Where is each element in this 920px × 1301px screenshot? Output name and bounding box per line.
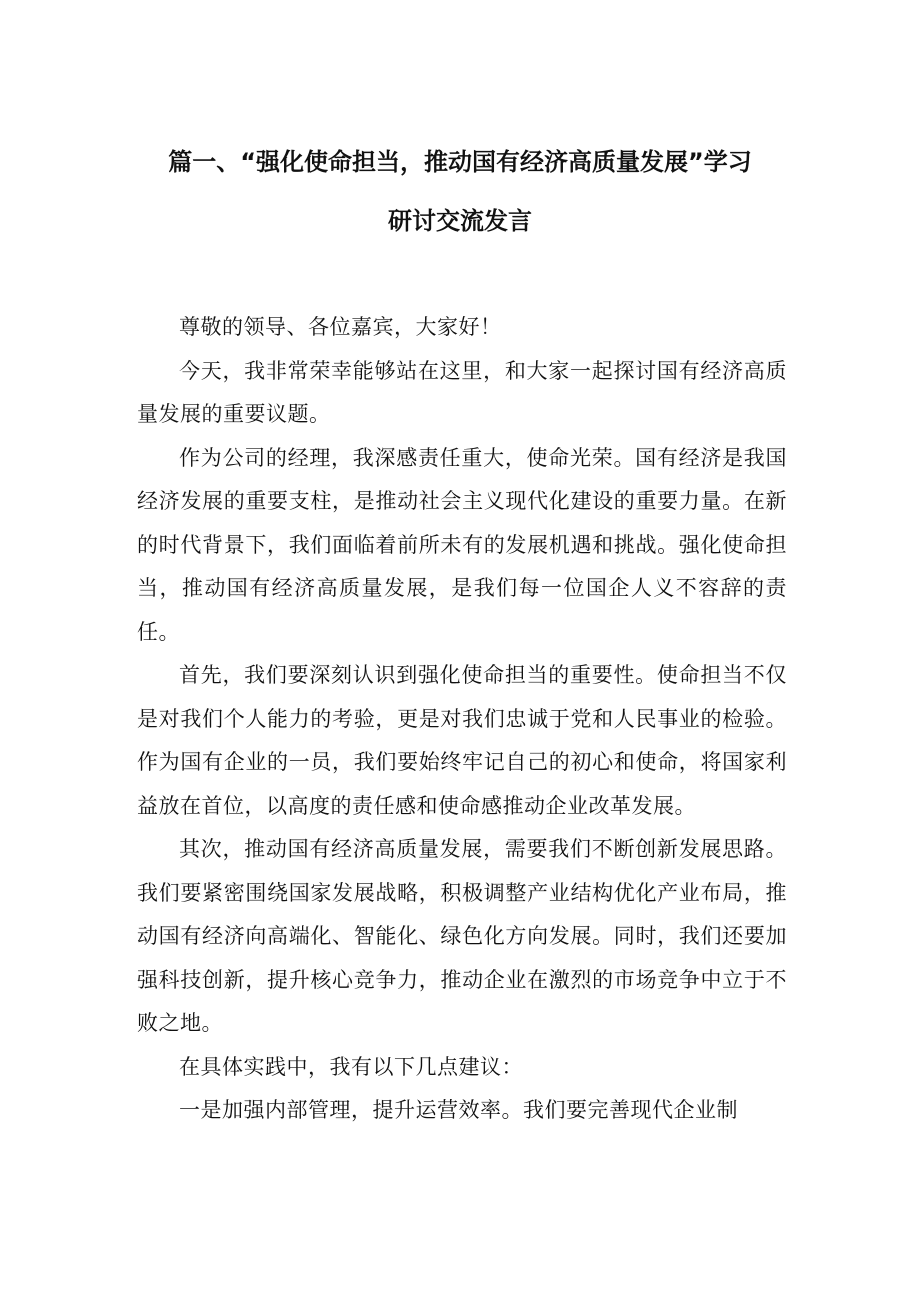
paragraph-suggestions-intro: 在具体实践中，我有以下几点建议： — [179, 1054, 523, 1079]
paragraph-suggestion-one: 一是加强内部管理，提升运营效率。我们要完善现代企业制 — [179, 1098, 738, 1122]
paragraph-greeting: 尊敬的领导、各位嘉宾，大家好！ — [179, 315, 502, 339]
paragraph-intro: 今天，我非常荣幸能够站在这里，和大家一起探讨国有经济高质量发展的重要议题。 — [137, 358, 787, 426]
paragraph-responsibility: 作为公司的经理，我深感责任重大，使命光荣。国有经济是我国经济发展的重要支柱，是推动社会主义现代化建设的重要力量。在新的时代背景下，我们面临着前所未有的发展机遇和挑战。强化使命担当，推动国有经济高质量发展，是我们每一位国企人义不容辞的责任。 — [137, 445, 787, 644]
document-title-line-1: 篇一、“强化使命担当，推动国有经济高质量发展”学习 — [168, 148, 752, 176]
paragraph-second-point: 其次，推动国有经济高质量发展，需要我们不断创新发展思路。我们要紧密围绕国家发展战略，积极调整产业结构优化产业布局，推动国有经济向高端化、智能化、绿色化方向发展。同时，我们还要加强科技创新，提升核心竞争力，推动企业在激烈的市场竞争中立于不败之地。 — [137, 837, 787, 1035]
document-title-line-2: 研讨交流发言 — [388, 207, 532, 235]
document-body — [137, 306, 787, 1133]
paragraph-first-point: 首先，我们要深刻认识到强化使命担当的重要性。使命担当不仅是对我们个人能力的考验，更是对我们忠诚于党和人民事业的检验。作为国有企业的一员，我们要始终牢记自己的初心和使命，将国家利益放在首位，以高度的责任感和使命感推动企业改革发展。 — [137, 663, 787, 818]
